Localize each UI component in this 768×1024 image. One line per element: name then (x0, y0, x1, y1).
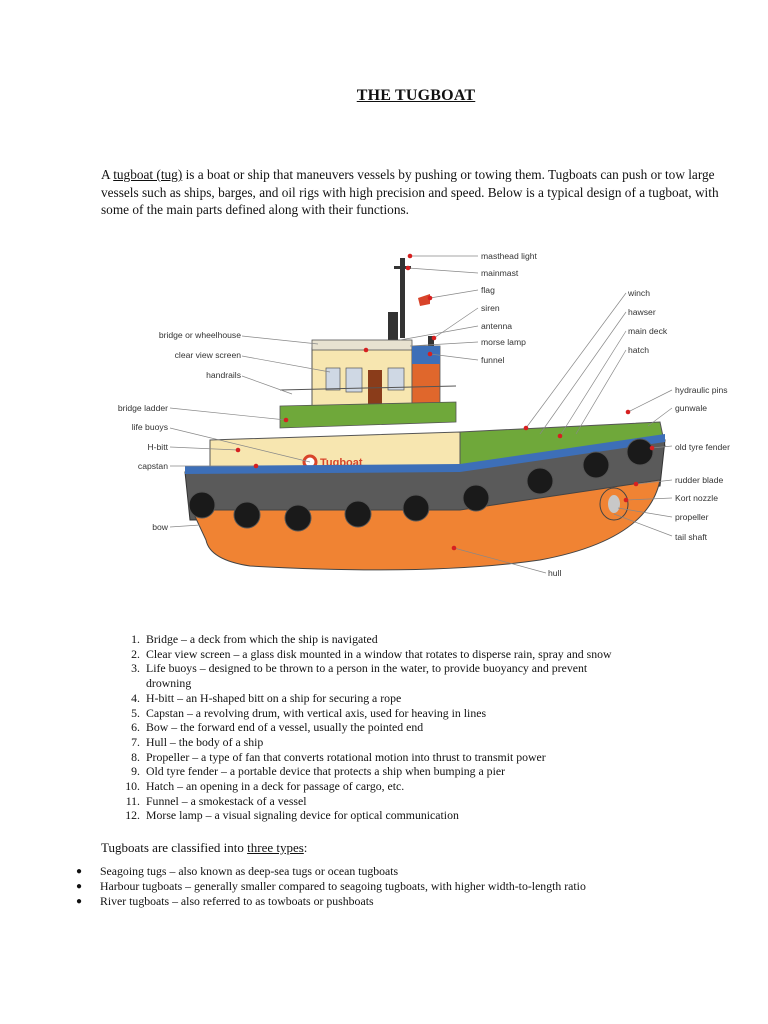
marker-dot (624, 498, 629, 503)
marker-dot (254, 464, 259, 469)
tugboat-illustration (100, 240, 750, 590)
tugboat-diagram (100, 240, 750, 590)
marker-dot (432, 336, 437, 341)
leader-line (170, 525, 200, 527)
label-tail-shaft: tail shaft (675, 532, 708, 542)
list-number: 3. (131, 661, 140, 676)
label-winch: winch (628, 288, 650, 298)
label-gunwale: gunwale (675, 403, 708, 413)
tyre-fender (463, 485, 489, 511)
label-propeller: propeller (675, 512, 709, 522)
list-number: 6. (131, 720, 140, 735)
label-flag: flag (481, 285, 495, 295)
label-main-deck: main deck (628, 326, 668, 336)
list-item (126, 661, 612, 676)
label-funnel: funnel (481, 355, 505, 365)
label-mainmast: mainmast (481, 268, 519, 278)
intro-text-start: A (101, 167, 114, 182)
list-number: 8. (131, 749, 140, 764)
label-bow: bow (152, 522, 168, 532)
marker-dot (428, 352, 433, 357)
list-item (126, 735, 612, 750)
tugboat-link[interactable]: tugboat (tug) (113, 167, 183, 182)
bullet-icon: ● (76, 896, 83, 907)
list-text: Bow – the forward end of a vessel, usually the pointed end (146, 720, 424, 735)
tyre-fender (189, 492, 215, 518)
classify-text-end: : (303, 840, 308, 855)
leader-line (540, 312, 626, 434)
marker-dot (428, 296, 433, 301)
leader-line (410, 342, 478, 346)
marker-dot (406, 266, 411, 271)
list-item (126, 632, 612, 647)
marker-dot (626, 410, 631, 415)
leader-line (400, 326, 478, 340)
list-text: Life buoys – designed to be thrown to a person in the water, to provide buoyancy and prevent (146, 661, 588, 676)
marker-dot (408, 254, 413, 259)
list-number: 12. (125, 808, 140, 823)
list-item (76, 879, 586, 894)
label-hatch: hatch (628, 345, 650, 355)
flag-shape (418, 294, 430, 306)
intro-paragraph (101, 166, 741, 219)
list-item (126, 676, 612, 691)
tyre-fender (285, 505, 311, 531)
hull-lettering: Tugboat (320, 457, 363, 469)
label-rudder-blade: rudder blade (675, 475, 724, 485)
label-handrails: handrails (206, 370, 241, 380)
list-number: 4. (131, 690, 140, 705)
list-item (126, 691, 612, 706)
list-item (126, 706, 612, 721)
list-number: 9. (131, 764, 140, 779)
tyre-fender (403, 495, 429, 521)
tyre-fender (345, 501, 371, 527)
list-number: 5. (131, 705, 140, 720)
mainmast-pole (400, 258, 405, 338)
leader-line (170, 408, 286, 420)
leader-line (242, 376, 292, 394)
list-item (126, 779, 612, 794)
label-hydraulic-pins: hydraulic pins (675, 385, 728, 395)
label-old-tyre-fender: old tyre fender (675, 442, 730, 452)
intro-text-end: is a boat or ship that maneuvers vessels by pushing or towing them. Tugboats can push or tow large vessels such as ships, barges, and oil rigs with high precision and speed. Below is a typical design of a tugboat, with some of the main parts defined along with their functions. (101, 167, 719, 218)
label-h-bitt: H-bitt (147, 442, 168, 452)
list-text: Seagoing tugs – also known as deep-sea tugs or ocean tugboats (100, 864, 399, 878)
leader-line (430, 290, 478, 298)
leader-line (576, 350, 626, 434)
list-text: Propeller – a type of fan that converts rotational motion into thrust to transmit power (146, 749, 546, 764)
marker-dot (650, 446, 655, 451)
label-hawser: hawser (628, 307, 656, 317)
list-item (126, 647, 612, 662)
bullet-icon: ● (76, 866, 83, 877)
propeller-shape (608, 495, 620, 513)
classify-text-start: Tugboats are classified into (101, 840, 248, 855)
leader-line (628, 390, 672, 412)
label-bridge-ladder: bridge ladder (117, 403, 168, 413)
window-3 (388, 368, 404, 390)
leader-line (408, 268, 478, 273)
list-text: River tugboats – also referred to as towboats or pushboats (100, 894, 374, 908)
label-antenna: antenna (481, 321, 513, 331)
label-kort-nozzle: Kort nozzle (675, 493, 718, 503)
tyre-fender (627, 439, 653, 465)
marker-dot (452, 546, 457, 551)
marker-dot (634, 482, 639, 487)
list-number: 2. (131, 646, 140, 661)
list-text: Old tyre fender – a portable device that protects a ship when bumping a pier (146, 764, 506, 779)
tugboat-types-list (76, 864, 586, 909)
marker-dot (284, 418, 289, 423)
bullet-icon: ● (76, 881, 83, 892)
list-text: Morse lamp – a visual signaling device for optical communication (146, 808, 459, 823)
list-item (76, 894, 586, 909)
label-life-buoys: life buoys (131, 422, 168, 432)
list-text: H-bitt – an H-shaped bitt on a ship for securing a rope (146, 690, 402, 705)
marker-dot (364, 348, 369, 353)
bridge-deck (280, 402, 456, 428)
leader-line (434, 308, 478, 338)
parts-list (126, 632, 612, 823)
list-number: 7. (131, 734, 140, 749)
list-text: Clear view screen – a glass disk mounted in a window that rotates to disperse rain, spray and snow (146, 646, 612, 661)
list-number: 11. (125, 793, 140, 808)
marker-dot (236, 448, 241, 453)
label-bridge: bridge or wheelhouse (158, 330, 241, 340)
list-number: 10. (125, 779, 140, 794)
list-text: Hull – the body of a ship (146, 734, 264, 749)
wheelhouse-roof (312, 340, 412, 350)
tyre-fender (583, 452, 609, 478)
label-siren: siren (481, 303, 500, 313)
list-text: Harbour tugboats – generally smaller compared to seagoing tugboats, with higher width-to-length ratio (100, 879, 586, 893)
label-masthead-light: masthead light (481, 251, 537, 261)
list-text: Hatch – an opening in a deck for passage of cargo, etc. (146, 779, 405, 794)
label-capstan: capstan (137, 461, 168, 471)
list-text: Capstan – a revolving drum, with vertical axis, used for heaving in lines (146, 705, 487, 720)
leader-line (242, 336, 318, 344)
tyre-fender (527, 468, 553, 494)
list-item (126, 720, 612, 735)
list-number: 1. (131, 632, 140, 646)
leader-line (560, 331, 626, 436)
marker-dot (558, 434, 563, 439)
list-text: drowning (146, 676, 192, 691)
list-text: Bridge – a deck from which the ship is navigated (146, 632, 378, 646)
classification-intro (101, 840, 307, 856)
three-types-link[interactable]: three types (247, 840, 304, 855)
marker-dot (524, 426, 529, 431)
list-item (126, 764, 612, 779)
label-morse-lamp: morse lamp (481, 337, 526, 347)
page-title: THE TUGBOAT (356, 87, 476, 104)
label-hull: hull (548, 568, 562, 578)
list-text: Funnel – a smokestack of a vessel (146, 793, 307, 808)
leader-line (526, 293, 626, 428)
list-item (76, 864, 586, 879)
tyre-fender (234, 502, 260, 528)
list-item (126, 794, 612, 809)
label-clear-view-screen: clear view screen (174, 350, 241, 360)
list-item (126, 750, 612, 765)
list-item (126, 808, 612, 823)
